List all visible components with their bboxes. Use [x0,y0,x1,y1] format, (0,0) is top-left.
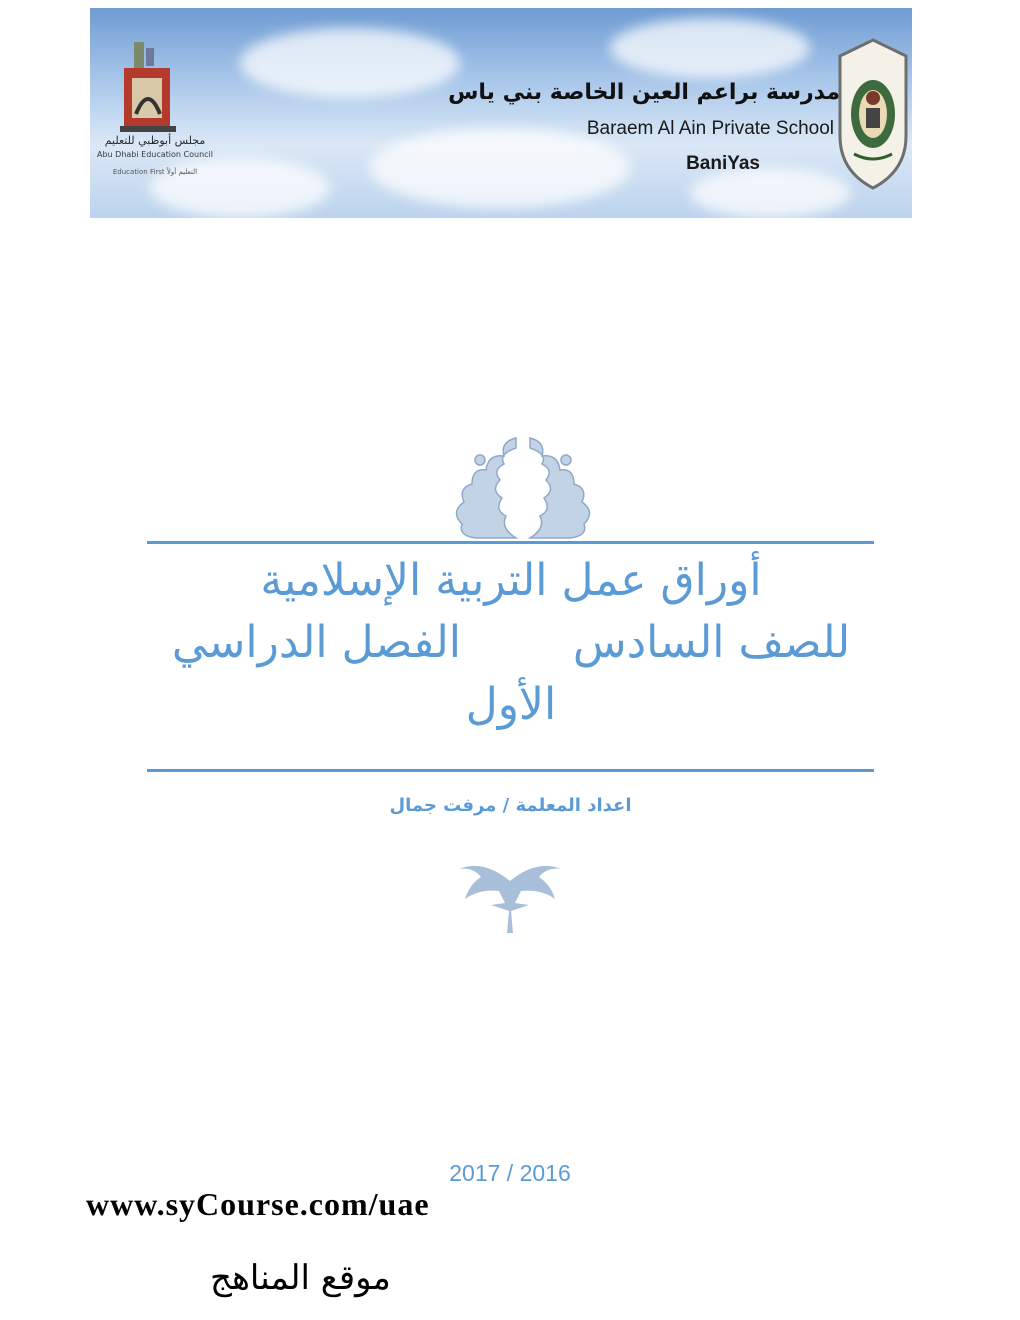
website-url-link[interactable]: www.syCourse.com/uae [86,1186,430,1222]
title-bottom-rule [147,769,874,772]
header-banner [90,8,912,218]
school-name-ar: مدرسة براعم العين الخاصة بني ياس [448,80,840,105]
title-line-3: الأول [465,679,557,730]
title-line-1: أوراق عمل التربية الإسلامية [260,555,762,606]
school-crest-icon [836,36,910,196]
school-city: BaniYas [686,153,760,174]
academic-year: 2017 / 2016 [449,1160,571,1186]
website-name: موقع المناهج [210,1258,391,1298]
title-top-rule [147,541,874,544]
fleur-ornament [455,855,565,935]
school-name-en: Baraem Al Ain Private School [586,118,834,139]
floral-ornament [428,432,618,542]
council-name-ar: مجلس أبوظبي للتعليم [104,134,206,147]
council-name-en: Abu Dhabi Education Council [97,150,213,159]
title-line-2: للصف السادس الفصل الدراسي [171,617,851,668]
cover-title [150,550,872,736]
council-tagline: Education First التعليم أولاً [112,168,198,176]
author-credit: اعداد المعلمة / مرفت جمال [389,795,632,816]
